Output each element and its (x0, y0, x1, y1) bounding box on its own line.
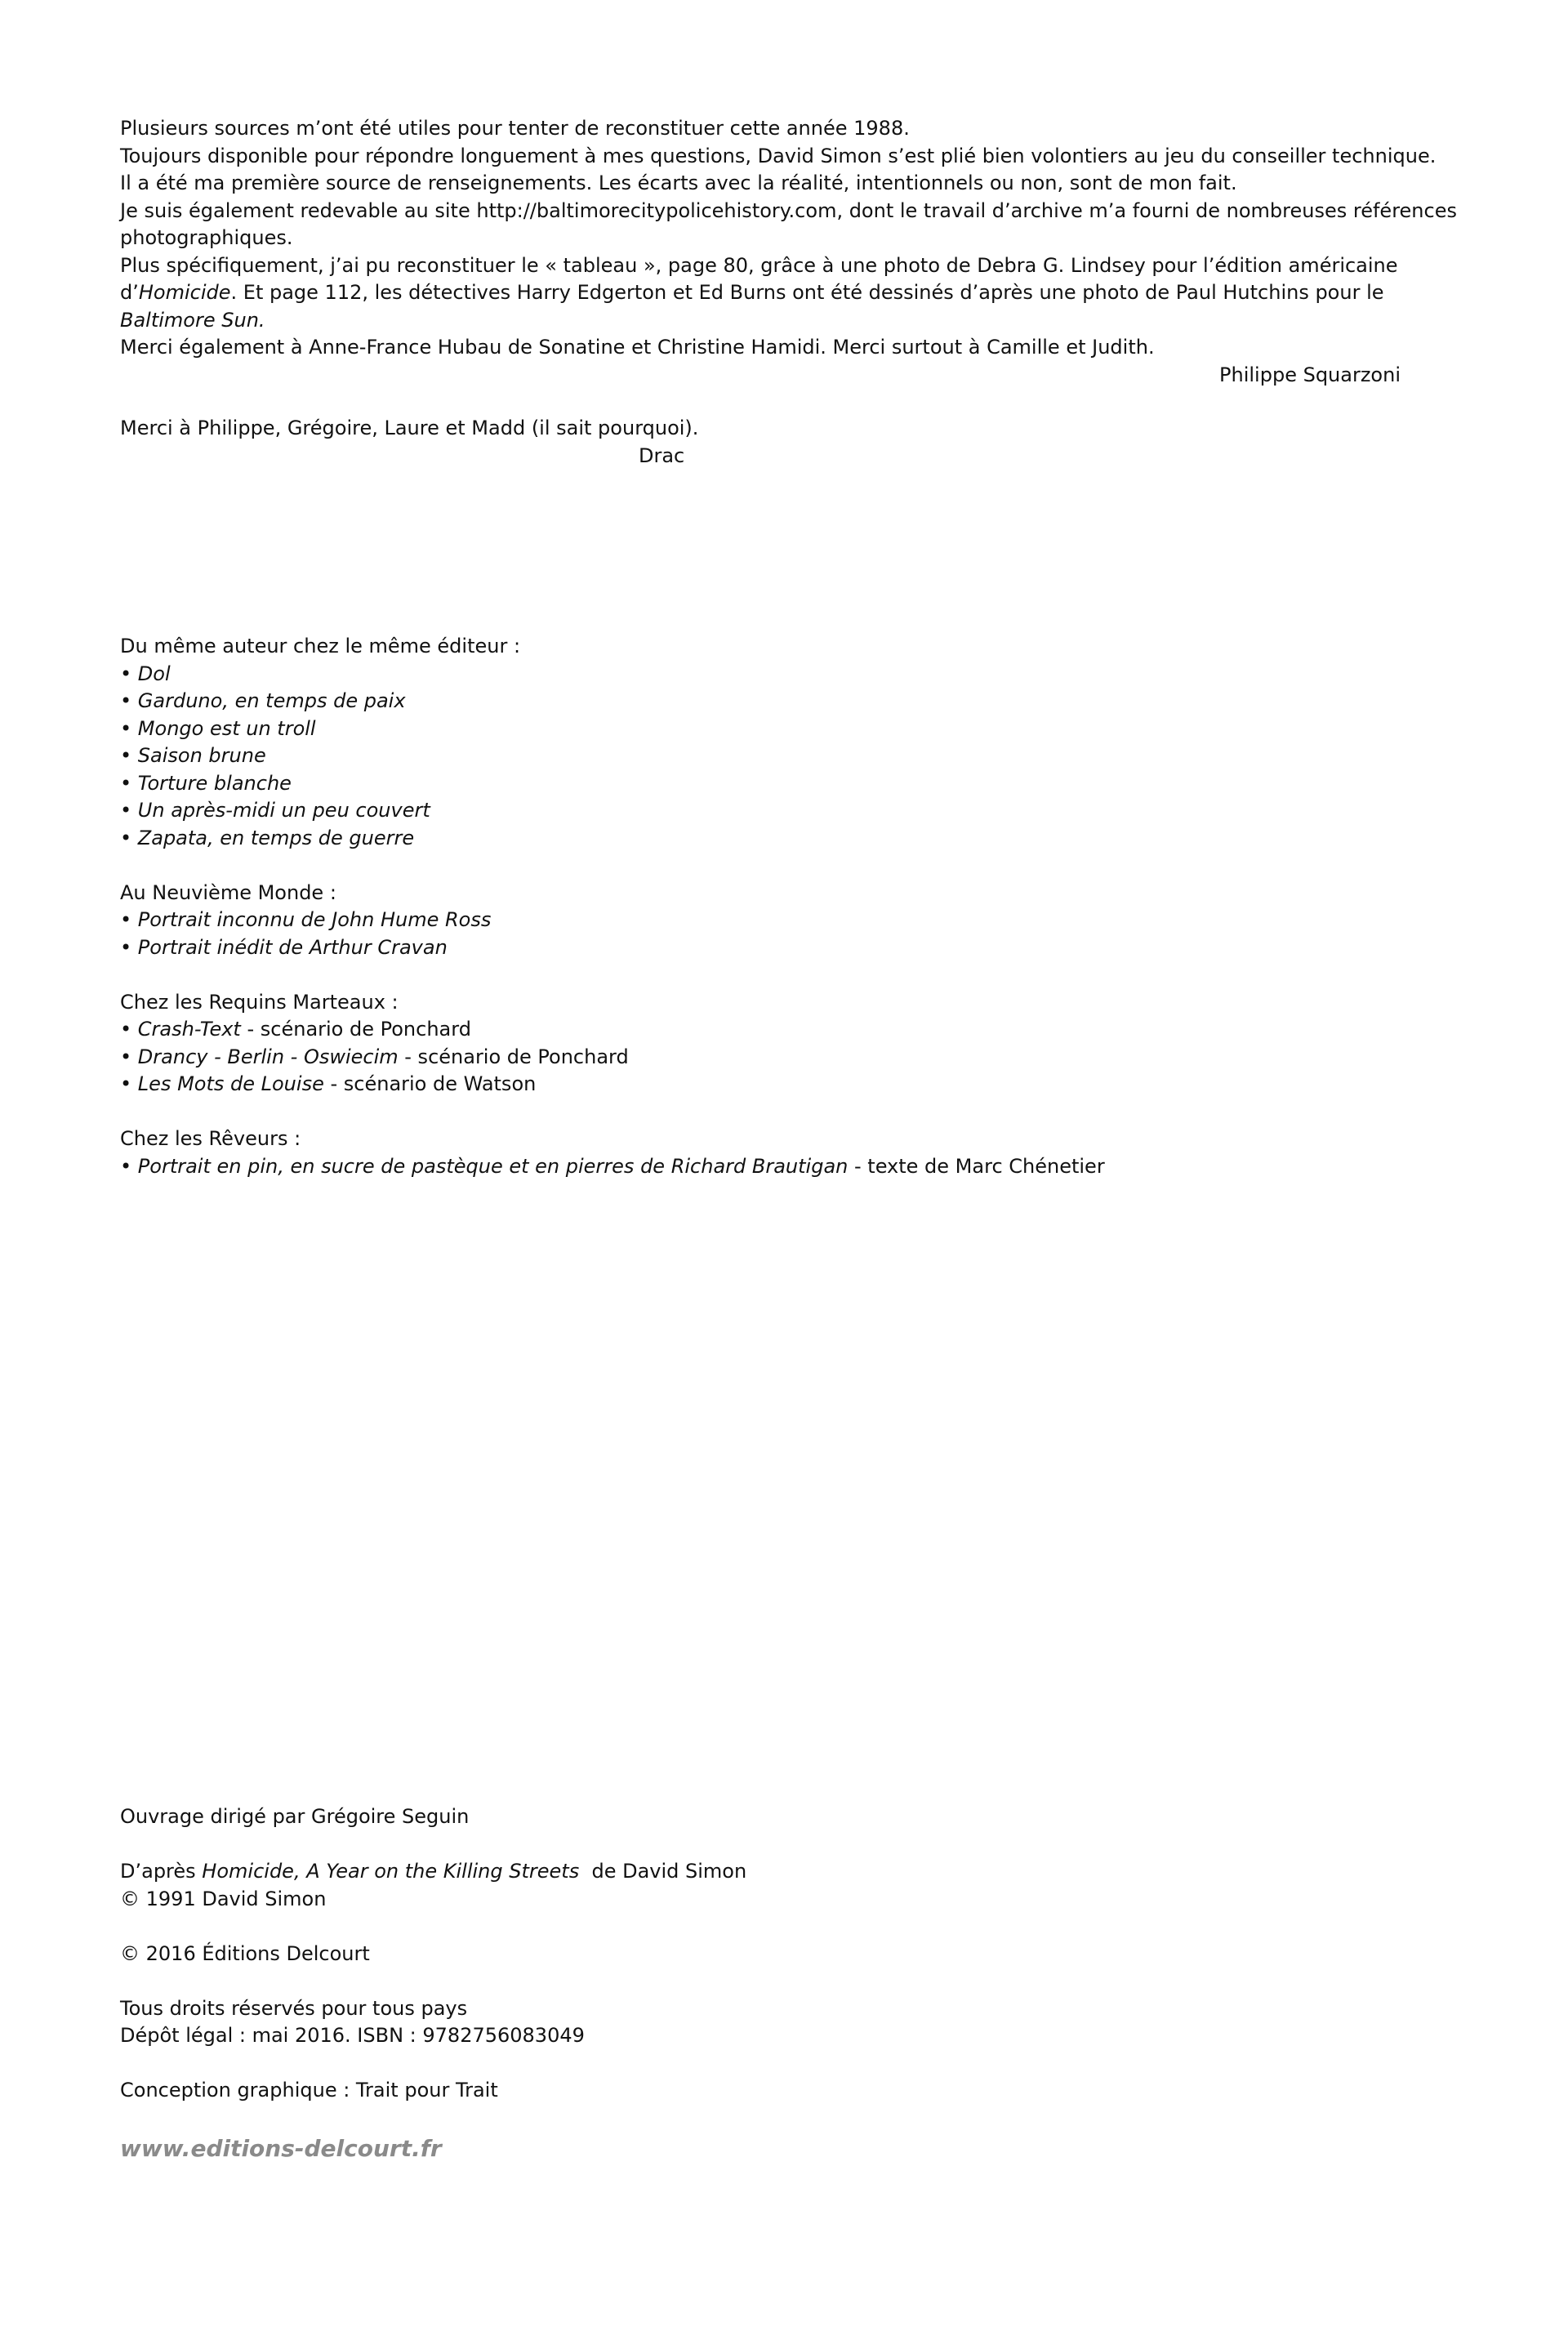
based-on-title: Homicide, A Year on the Killing Streets (202, 1860, 580, 1883)
list-item (120, 1071, 1402, 1099)
book-title: Dol (137, 662, 171, 685)
list-item (120, 1153, 1402, 1181)
website-block (120, 2135, 1402, 2163)
colophon-block (120, 1803, 1402, 2105)
book-title: Crash-Text (137, 1018, 241, 1041)
bullet: • (120, 935, 138, 959)
list-item (120, 661, 1402, 689)
list-item (120, 715, 1402, 743)
book-title: Saison brune (137, 744, 266, 767)
book-title: Mongo est un troll (137, 716, 316, 740)
bullet: • (120, 662, 138, 685)
book-title: Les Mots de Louise (137, 1072, 324, 1095)
drac-signature: Drac (639, 443, 685, 467)
copyright-delcourt: © 2016 Éditions Delcourt (120, 1941, 370, 1965)
requins-marteaux-heading: Chez les Requins Marteaux : (120, 990, 399, 1014)
bullet: • (120, 908, 138, 931)
bullet: • (120, 826, 138, 849)
based-on-suffix: de David Simon (579, 1860, 747, 1883)
baltimore-sun: Baltimore Sun. (120, 308, 265, 332)
drac-block (120, 415, 1402, 470)
list-item (120, 688, 1402, 715)
drac-thanks: Merci à Philippe, Grégoire, Laure et Madd (il sait pourquoi). (120, 417, 699, 439)
list-item (120, 1016, 1402, 1044)
website-link[interactable]: www.editions-delcourt.fr (120, 2135, 442, 2162)
book-title: Portrait inconnu de John Hume Ross (137, 908, 492, 931)
bullet: • (120, 799, 138, 822)
acknowledgements-block (120, 115, 1457, 389)
homicide-suffix: . Et page 112, les détectives Harry Edgerton et Ed Burns ont été dessinés d’après une photo de Paul Hutchins pour le (230, 281, 1384, 304)
copyright-simon: © 1991 David Simon (120, 1887, 327, 1910)
bullet: • (120, 744, 138, 767)
ack-line-6: Plus spécifiquement, j’ai pu reconstituer le « tableau », page 80, grâce à une photo de Debra G. Lindsey pour l’édition américaine (120, 253, 1398, 277)
bullet: • (120, 771, 138, 795)
book-title: Zapata, en temps de guerre (137, 826, 415, 849)
list-item (120, 1044, 1402, 1072)
bullet: • (120, 716, 138, 740)
book-title: Portrait en pin, en sucre de pastèque et en pierres de Richard Brautigan (137, 1154, 849, 1178)
book-credit: - texte de Marc Chénetier (848, 1154, 1105, 1178)
ack-line-5: photographiques. (120, 226, 293, 249)
based-on (120, 1858, 1402, 1886)
ack-line-2: Toujours disponible pour répondre longuement à mes questions, David Simon s’est plié bien volontiers au jeu du conseiller technique. (120, 144, 1437, 167)
neuvieme-monde-heading: Au Neuvième Monde : (120, 880, 336, 904)
ack-line-3: Il a été ma première source de renseignements. Les écarts avec la réalité, intentionnels ou non, sont de mon fait. (120, 172, 1237, 194)
legal-deposit: Dépôt légal : mai 2016. ISBN : 9782756083049 (120, 2024, 585, 2047)
book-title: Torture blanche (137, 771, 292, 795)
spacer (120, 1913, 1402, 1941)
book-title: Garduno, en temps de paix (137, 689, 406, 712)
directed-by: Ouvrage dirigé par Grégoire Seguin (120, 1805, 470, 1828)
book-credit: - scénario de Ponchard (240, 1018, 471, 1041)
ack-line-1: Plusieurs sources m’ont été utiles pour tenter de reconstituer cette année 1988. (120, 117, 910, 140)
graphic-design: Conception graphique : Trait pour Trait (120, 2079, 498, 2102)
signature-squarzoni: Philippe Squarzoni (1219, 363, 1401, 386)
ack-line-7 (120, 279, 1402, 307)
bullet: • (120, 1154, 138, 1178)
spacer (120, 2050, 1402, 2078)
spacer (120, 1099, 1402, 1126)
spacer (120, 1968, 1402, 1995)
list-item (120, 825, 1402, 853)
spacer (120, 1831, 1402, 1859)
reveurs-heading: Chez les Rêveurs : (120, 1127, 301, 1150)
list-item (120, 797, 1402, 825)
homicide-prefix: d’ (120, 281, 139, 304)
bullet: • (120, 1018, 138, 1041)
book-credit: - scénario de Ponchard (398, 1045, 629, 1068)
homicide-title: Homicide (138, 281, 231, 304)
list-item (120, 907, 1402, 934)
ack-line-4: Je suis également redevable au site http://baltimorecitypolicehistory.com, dont le travail d’archive m’a fourni de nombreuses références (120, 198, 1457, 222)
list-item (120, 770, 1402, 798)
bibliography-block (120, 633, 1402, 1180)
book-title: Portrait inédit de Arthur Cravan (137, 935, 448, 959)
same-publisher-heading: Du même auteur chez le même éditeur : (120, 635, 521, 657)
book-title: Drancy - Berlin - Oswiecim (137, 1045, 399, 1068)
bullet: • (120, 689, 138, 712)
rights: Tous droits réservés pour tous pays (120, 1996, 468, 2020)
spacer (120, 852, 1402, 880)
list-item (120, 742, 1402, 770)
list-item (120, 934, 1402, 962)
book-credit: - scénario de Watson (323, 1072, 537, 1095)
bullet: • (120, 1072, 138, 1095)
thanks-line: Merci également à Anne-France Hubau de Sonatine et Christine Hamidi. Merci surtout à Camille et Judith. (120, 336, 1155, 359)
book-title: Un après-midi un peu couvert (137, 799, 430, 822)
bullet: • (120, 1045, 138, 1068)
based-on-prefix: D’après (120, 1860, 203, 1883)
spacer (120, 961, 1402, 989)
